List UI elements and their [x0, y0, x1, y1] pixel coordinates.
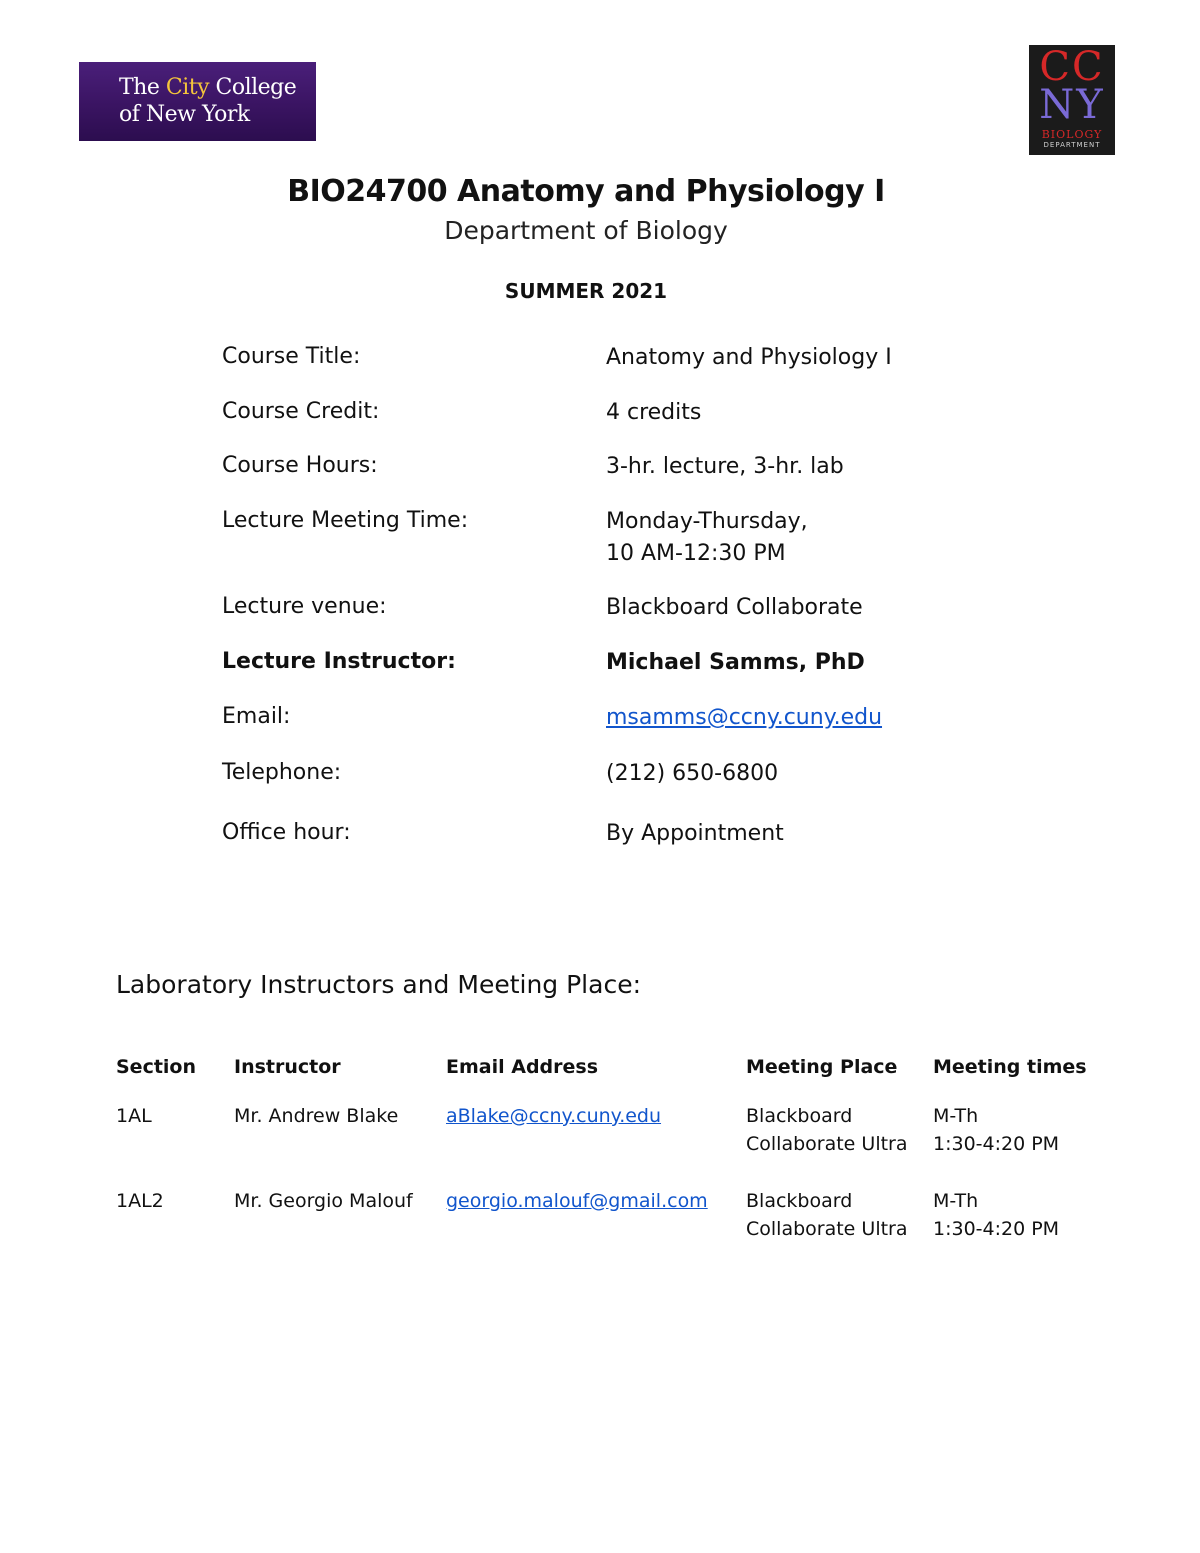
instructor-email-link[interactable]: msamms@ccny.cuny.edu — [606, 705, 883, 730]
row-2-time-line-2: 1:30-4:20 PM — [933, 1218, 1060, 1240]
biology-department-logo — [1029, 45, 1115, 155]
row-1-email-link[interactable]: aBlake@ccny.cuny.edu — [446, 1105, 662, 1127]
course-hours-value: 3-hr. lecture, 3-hr. lab — [606, 454, 844, 479]
instructor-value: Michael Samms, PhD — [606, 650, 865, 675]
logo-line-2: of New York — [119, 102, 250, 127]
column-header-meeting-place: Meeting Place — [746, 1056, 898, 1078]
city-college-logo — [79, 62, 316, 141]
course-credit-label: Course Credit: — [222, 399, 380, 424]
row-1-email — [446, 1102, 661, 1130]
logo-text-college: College — [209, 75, 297, 100]
row-2-email — [446, 1187, 708, 1215]
logo-department: DEPARTMENT — [1043, 141, 1101, 149]
row-1-place-line-2: Collaborate Ultra — [746, 1133, 908, 1155]
logo-biology: BIOLOGY — [1041, 128, 1103, 141]
email-label: Email: — [222, 704, 291, 729]
row-1-section: 1AL — [116, 1105, 152, 1127]
telephone-value: (212) 650-6800 — [606, 761, 779, 786]
office-hour-value: By Appointment — [606, 821, 784, 846]
row-1-time-line-2: 1:30-4:20 PM — [933, 1133, 1060, 1155]
row-1-place-line-1: Blackboard — [746, 1105, 853, 1127]
document-title: BIO24700 Anatomy and Physiology I — [287, 174, 885, 209]
lab-section-heading: Laboratory Instructors and Meeting Place: — [116, 970, 641, 999]
logo-text-the: The — [119, 75, 166, 100]
office-hour-label: Office hour: — [222, 820, 351, 845]
row-1-meeting-place — [746, 1102, 908, 1158]
venue-value: Blackboard Collaborate — [606, 595, 863, 620]
meeting-time-days: Monday-Thursday, — [606, 509, 808, 534]
column-header-meeting-times: Meeting times — [933, 1056, 1087, 1078]
document-subtitle: Department of Biology — [444, 216, 728, 245]
row-2-email-link[interactable]: georgio.malouf@gmail.com — [446, 1190, 708, 1212]
row-2-instructor: Mr. Georgio Malouf — [234, 1190, 413, 1212]
logo-line-1 — [119, 74, 316, 101]
logo-text-city: City — [165, 75, 209, 100]
term-heading: SUMMER 2021 — [504, 279, 668, 303]
course-title-value: Anatomy and Physiology I — [606, 345, 892, 370]
column-header-section: Section — [116, 1056, 197, 1078]
meeting-time-label: Lecture Meeting Time: — [222, 508, 469, 533]
course-hours-label: Course Hours: — [222, 453, 378, 478]
column-header-instructor: Instructor — [234, 1056, 341, 1078]
row-1-meeting-times — [933, 1102, 1059, 1158]
row-2-section: 1AL2 — [116, 1190, 164, 1212]
instructor-label: Lecture Instructor: — [222, 649, 456, 674]
course-title-label: Course Title: — [222, 344, 361, 369]
course-credit-value: 4 credits — [606, 400, 702, 425]
row-2-time-line-1: M-Th — [933, 1190, 979, 1212]
row-2-meeting-place — [746, 1187, 908, 1243]
telephone-label: Telephone: — [222, 760, 342, 785]
meeting-time-value — [606, 506, 808, 570]
meeting-time-hours: 10 AM-12:30 PM — [606, 541, 786, 566]
row-2-meeting-times — [933, 1187, 1059, 1243]
row-1-time-line-1: M-Th — [933, 1105, 979, 1127]
logo-ny: NY — [1039, 82, 1105, 128]
venue-label: Lecture venue: — [222, 594, 387, 619]
row-2-place-line-2: Collaborate Ultra — [746, 1218, 908, 1240]
row-1-instructor: Mr. Andrew Blake — [234, 1105, 399, 1127]
logo-cc: CC — [1039, 44, 1105, 90]
column-header-email: Email Address — [446, 1056, 599, 1078]
email-value — [606, 702, 882, 734]
row-2-place-line-1: Blackboard — [746, 1190, 853, 1212]
